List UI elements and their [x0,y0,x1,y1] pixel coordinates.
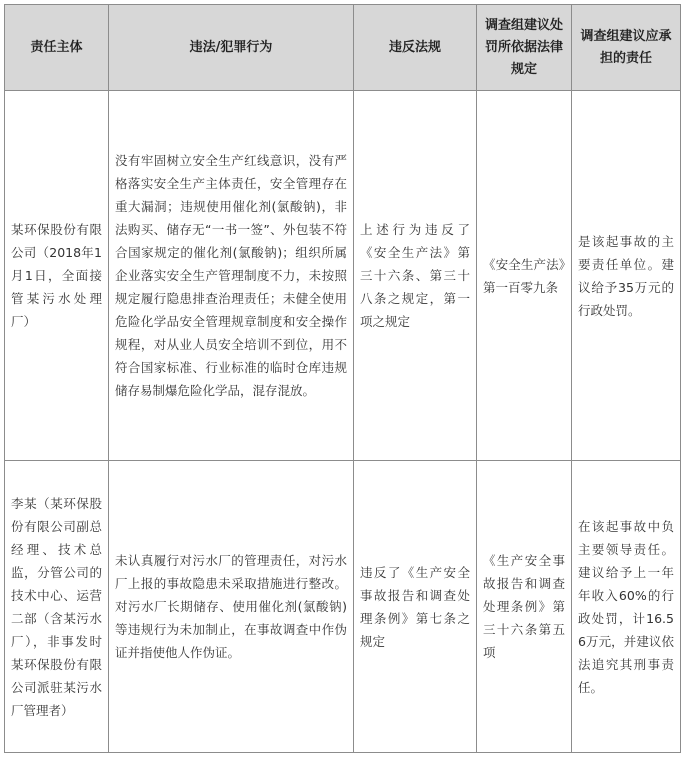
table-row [5,461,681,753]
header-suggested-responsibility: 调查组建议应承担的责任 [572,5,681,91]
cell-violated-law: 违反了《生产安全事故报告和调查处理条例》第七条之规定 [354,461,477,753]
header-illegal-behavior: 违法/犯罪行为 [109,5,354,91]
header-row [5,5,681,91]
cell-basis: 《安全生产法》第一百零九条 [477,91,572,461]
cell-responsibility: 在该起事故中负主要领导责任。建议给予上一年年收入60%的行政处罚，计16.56万元，并建议依法追究其刑事责任。 [572,461,681,753]
header-violated-regulation: 违反法规 [354,5,477,91]
cell-subject: 某环保股份有限公司（2018年1月1日，全面接管某污水处理厂） [5,91,109,461]
cell-behavior: 未认真履行对污水厂的管理责任，对污水厂上报的事故隐患未采取措施进行整改。对污水厂长期储存、使用催化剂(氯酸钠)等违规行为未加制止，在事故调查中作伪证并指使他人作伪证。 [109,461,354,753]
table-row [5,91,681,461]
cell-basis: 《生产安全事故报告和调查处理条例》第三十六条第五项 [477,461,572,753]
cell-subject: 李某（某环保股份有限公司副总经理、技术总监，分管公司的技术中心、运营二部（含某污水厂），非事发时某环保股份有限公司派驻某污水厂管理者） [5,461,109,753]
header-responsible-subject: 责任主体 [5,5,109,91]
header-penalty-basis: 调查组建议处罚所依据法律规定 [477,5,572,91]
cell-behavior: 没有牢固树立安全生产红线意识，没有严格落实安全生产主体责任，安全管理存在重大漏洞；违规使用催化剂(氯酸钠)，非法购买、储存无“一书一签”、外包装不符合国家规定的催化剂(氯酸钠)；组织所属企业落实安全生产管理制度不力，未按照规定履行隐患排查治理责任；未健全使用危险化学品安全管理规章制度和安全操作规程，对从业人员安全培训不到位，用不符合国家标准、行业标准的临时仓库违规储存易制爆危险化学品，混存混放。 [109,91,354,461]
cell-responsibility: 是该起事故的主要责任单位。建议给予35万元的行政处罚。 [572,91,681,461]
accident-responsibility-table [4,4,681,753]
cell-violated-law: 上述行为违反了《安全生产法》第三十六条、第三十八条之规定，第一项之规定 [354,91,477,461]
